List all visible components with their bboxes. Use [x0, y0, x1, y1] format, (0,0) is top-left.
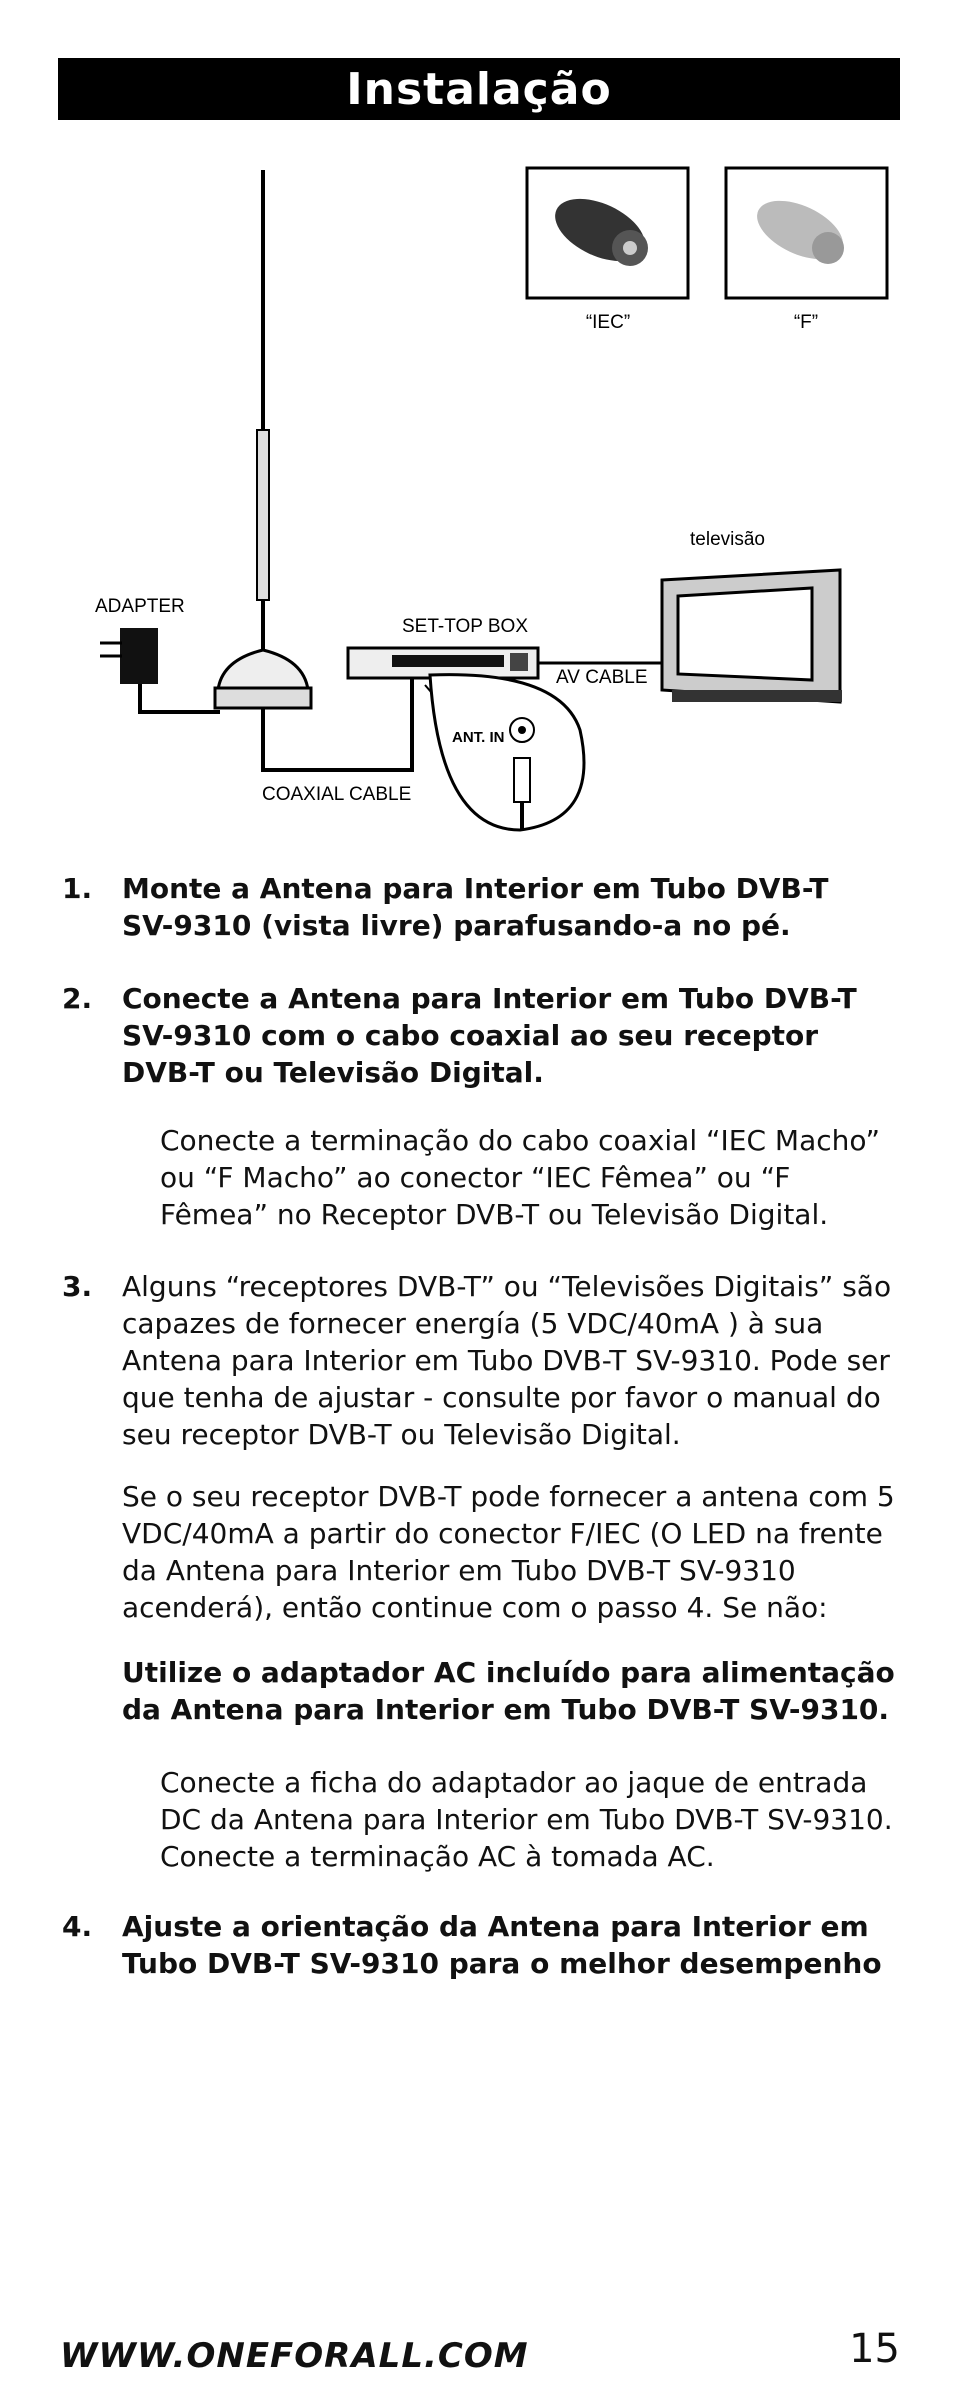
step-3-detail: Conecte a ficha do adaptador ao jaque de entrada DC da Antena para Interior em Tubo DVB-T SV-9310. Conecte a terminação AC à tomada AC.	[160, 1766, 893, 1873]
page-title: Instalação	[58, 58, 900, 120]
step-number: 3.	[62, 1270, 93, 1303]
tv-label: televisão	[690, 529, 765, 550]
step-number: 4.	[62, 1910, 93, 1943]
f-connector-image	[726, 168, 887, 298]
step-3-bold-note: Utilize o adaptador AC incluído para alimentação da Antena para Interior em Tubo DVB-T SV-9310.	[122, 1656, 895, 1726]
step-1	[62, 870, 902, 944]
page-number: 15	[849, 2326, 900, 2372]
settop-label: SET-TOP BOX	[402, 616, 529, 637]
iec-label: “IEC”	[585, 312, 631, 333]
adapter-illustration	[100, 628, 220, 712]
step-text: Conecte a Antena para Interior em Tubo DVB-T SV-9310 com o cabo coaxial ao seu receptor DVB-T ou Televisão Digital.	[122, 982, 857, 1089]
step-3	[62, 1268, 902, 1453]
av-cable-label: AV CABLE	[556, 667, 648, 688]
television-illustration	[662, 570, 842, 702]
step-text: Ajuste a orientação da Antena para Interior em Tubo DVB-T SV-9310 para o melhor desempenho	[122, 1910, 882, 1980]
adapter-label: ADAPTER	[95, 596, 185, 617]
ant-in-label: ANT. IN	[452, 729, 505, 746]
footer-url: WWW.ONEFORALL.COM	[60, 2336, 529, 2376]
antenna-illustration	[215, 170, 311, 708]
f-label: “F”	[793, 312, 819, 333]
step-text: Alguns “receptores DVB-T” ou “Televisões Digitais” são capazes de fornecer energía (5 VDC/40mA ) à sua Antena para Interior em Tubo DVB-T SV-9310. Pode ser que tenha de ajustar - consulte por favor o manual do seu receptor DVB-T ou Televisão Digital.	[122, 1270, 892, 1451]
step-number: 2.	[62, 982, 93, 1015]
ant-in-callout	[425, 675, 584, 830]
step-number: 1.	[62, 872, 93, 905]
step-text: Monte a Antena para Interior em Tubo DVB-T SV-9310 (vista livre) parafusando-a no pé.	[122, 872, 829, 942]
installation-diagram	[0, 130, 954, 850]
step-4	[62, 1908, 902, 1982]
step-3-paragraph: Se o seu receptor DVB-T pode fornecer a antena com 5 VDC/40mA a partir do conector F/IEC (O LED na frente da Antena para Interior em Tubo DVB-T SV-9310 acenderá), então continue com o passo 4. Se não:	[122, 1480, 895, 1624]
iec-connector-image	[527, 168, 688, 298]
step-2	[62, 980, 902, 1091]
step-2-detail: Conecte a terminação do cabo coaxial “IEC Macho” ou “F Macho” ao conector “IEC Fêmea” ou “F Fêmea” no Receptor DVB-T ou Televisão Digital.	[160, 1124, 881, 1231]
coax-label: COAXIAL CABLE	[262, 784, 412, 805]
